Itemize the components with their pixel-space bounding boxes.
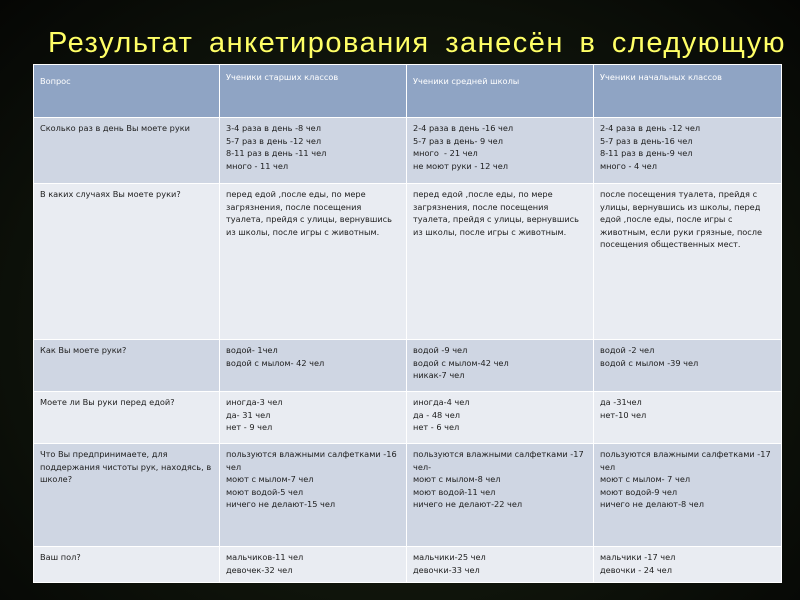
cell-text: перед едой ,после еды, по мере загрязнения, после посещения туалета, прейдя с улицы, вернувшись из школы, после игры с животным. [413,189,582,237]
cell-text: водой -2 чел [600,345,655,355]
survey-results-table [33,64,782,583]
cell-text: 3-4 раза в день -8 чел [226,123,321,133]
middle-school-cell [407,340,594,392]
cell-text: нет - 9 чел [226,422,273,432]
cell-text: 5-7 раз в день- 9 чел [413,135,503,146]
cell-text: пользуются влажными салфетками -17 чел [600,449,774,472]
cell-text: мальчики-25 чел [413,552,486,562]
cell-text: много - 21 чел [413,148,478,158]
cell-text: 8-11 раз в день-9 чел [600,148,693,158]
table-row [34,444,782,547]
table-row [34,184,782,340]
cell-text: мальчики -17 чел [600,552,676,562]
header-middle-school: Ученики средней школы [407,65,594,118]
senior-students-cell [220,547,407,583]
cell-text: да -31чел [600,397,642,407]
cell-text: моют водой-5 чел [226,486,304,497]
question-cell: Ваш пол? [34,547,220,583]
cell-text: нет-10 чел [600,409,647,420]
cell-text: 2-4 раза в день -16 чел [413,123,514,133]
table-header-row [34,65,782,118]
question-cell: Как Вы моете руки? [34,340,220,392]
cell-text: водой с мылом- 42 чел [226,357,325,368]
cell-text: мальчиков-11 чел [226,552,304,562]
primary-students-cell [594,118,782,184]
senior-students-cell [220,340,407,392]
middle-school-cell [407,547,594,583]
header-primary-students: Ученики начальных классов [594,65,782,118]
senior-students-cell [220,444,407,547]
cell-text: водой с мылом-42 чел [413,357,509,368]
middle-school-cell [407,392,594,444]
cell-text: да- 31 чел [226,409,271,420]
cell-text: пользуются влажными салфетками -17 чел- [413,449,587,472]
cell-text: 8-11 раз в день -11 чел [226,148,327,158]
question-cell: Моете ли Вы руки перед едой? [34,392,220,444]
question-cell: Сколько раз в день Вы моете руки [34,118,220,184]
middle-school-cell [407,118,594,184]
cell-text: моют с мылом-7 чел [226,474,314,484]
cell-text: девочки - 24 чел [600,564,672,575]
cell-text: да - 48 чел [413,409,460,420]
cell-text: 2-4 раза в день -12 чел [600,123,701,133]
primary-students-cell [594,444,782,547]
header-question: Вопрос [34,65,220,118]
cell-text: водой -9 чел [413,345,468,355]
table-row [34,392,782,444]
table-row [34,340,782,392]
cell-text: моют с мылом-8 чел [413,474,501,484]
primary-students-cell [594,340,782,392]
cell-text: после посещения туалета, прейдя с улицы, вернувшись из школы, перед едой ,после еды, после игры с животным, если руки грязные, после посещения общественных мест. [600,189,765,249]
slide-title: Результат анкетирования занесён в следующую [48,27,786,59]
cell-text: иногда-4 чел [413,397,470,407]
cell-text: ничего не делают-15 чел [226,499,336,509]
question-cell: Что Вы предпринимаете, для поддержания чистоты рук, находясь, в школе? [34,444,220,547]
middle-school-cell [407,184,594,340]
cell-text: не моют руки - 12 чел [413,160,509,171]
cell-text: много - 4 чел [600,160,657,171]
cell-text: нет - 6 чел [413,422,460,432]
primary-students-cell [594,392,782,444]
cell-text: девочек-32 чел [226,564,293,575]
question-cell: В каких случаях Вы моете руки? [34,184,220,340]
cell-text: 5-7 раз в день-16 чел [600,135,693,146]
table-row [34,118,782,184]
cell-text: много - 11 чел [226,160,289,171]
cell-text: девочки-33 чел [413,564,480,575]
table-row [34,547,782,583]
senior-students-cell [220,392,407,444]
cell-text: моют с мылом- 7 чел [600,474,691,484]
cell-text: моют водой-9 чел [600,486,678,497]
cell-text: моют водой-11 чел [413,486,496,497]
cell-text: водой- 1чел [226,345,278,355]
header-senior-students: Ученики старших классов [220,65,407,118]
cell-text: ничего не делают-8 чел [600,499,704,509]
cell-text: никак-7 чел [413,370,465,380]
cell-text: иногда-3 чел [226,397,283,407]
primary-students-cell [594,184,782,340]
cell-text: ничего не делают-22 чел [413,499,523,509]
cell-text: пользуются влажными салфетками -16 чел [226,449,400,472]
cell-text: 5-7 раз в день -12 чел [226,135,322,146]
cell-text: водой с мылом -39 чел [600,357,699,368]
senior-students-cell [220,118,407,184]
primary-students-cell [594,547,782,583]
cell-text: перед едой ,после еды, по мере загрязнения, после посещения туалета, прейдя с улицы, вернувшись из школы, после игры с животным. [226,189,395,237]
senior-students-cell [220,184,407,340]
middle-school-cell [407,444,594,547]
